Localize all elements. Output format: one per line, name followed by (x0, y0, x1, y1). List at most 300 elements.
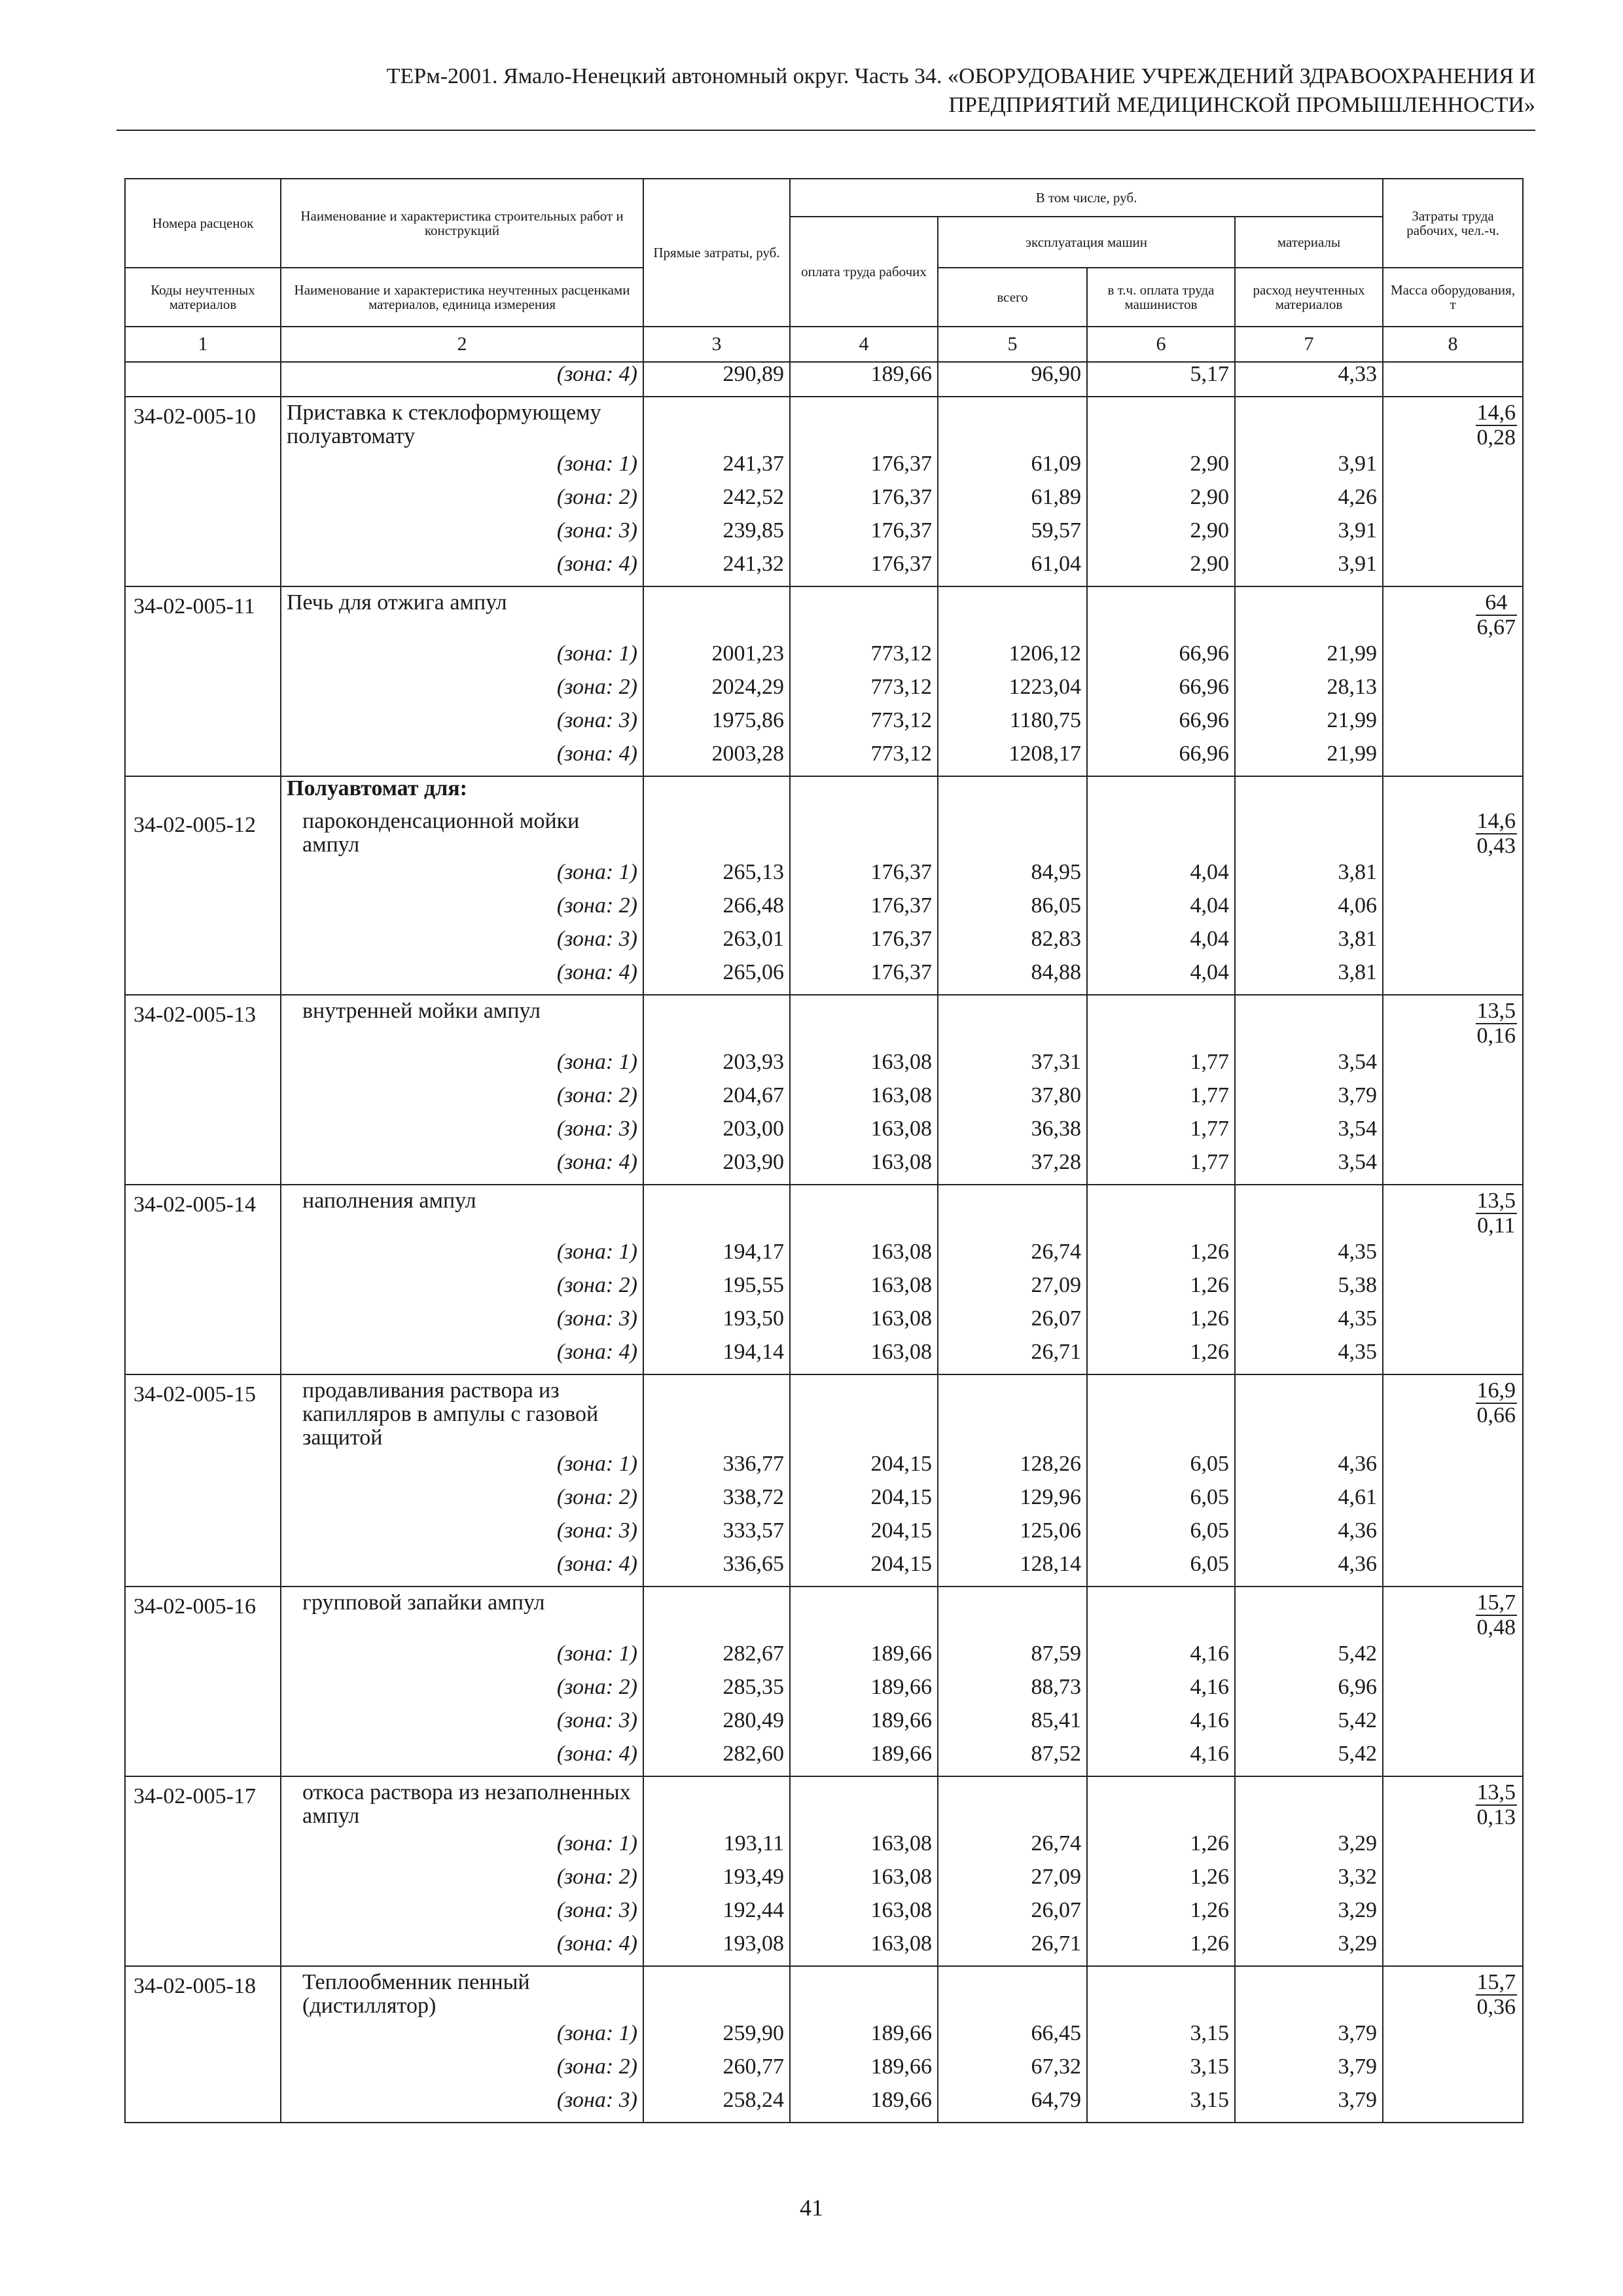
labor-costs-value: 13,5 (1476, 1780, 1516, 1804)
machinists-pay-value: 1,26 (1087, 1240, 1235, 1274)
empty-cell (125, 1050, 281, 1084)
zone-row (125, 1832, 1523, 1865)
workers-pay-value: 176,37 (790, 961, 938, 995)
direct-costs-value: 336,65 (643, 1552, 790, 1587)
workers-pay-value: 204,15 (790, 1452, 938, 1486)
empty-cell (1383, 1865, 1523, 1899)
zone-label: (зона: 1) (281, 642, 643, 675)
equipment-mass-value: 0,16 (1476, 1024, 1516, 1048)
zone-label: (зона: 4) (281, 1151, 643, 1185)
direct-costs-value: 2003,28 (643, 742, 790, 776)
workers-pay-value: 163,08 (790, 1274, 938, 1307)
zone-label: (зона: 3) (281, 927, 643, 961)
empty-cell (1383, 2055, 1523, 2089)
empty-cell (790, 1966, 938, 2022)
zone-row (125, 861, 1523, 894)
empty-cell (125, 861, 281, 894)
empty-cell (1383, 1117, 1523, 1151)
empty-cell (790, 1185, 938, 1240)
header-material-codes: Коды неучтенных материалов (125, 268, 281, 327)
materials-value: 3,32 (1235, 1865, 1383, 1899)
machines-total-value: 26,71 (938, 1340, 1087, 1374)
empty-cell (125, 1307, 281, 1340)
machinists-pay-value: 3,15 (1087, 2055, 1235, 2089)
zone-row (125, 1050, 1523, 1084)
empty-cell (938, 1185, 1087, 1240)
item-title-row (125, 1374, 1523, 1452)
machinists-pay-value: 1,77 (1087, 1084, 1235, 1117)
empty-cell (938, 586, 1087, 642)
empty-cell (643, 1185, 790, 1240)
workers-pay-value: 176,37 (790, 894, 938, 927)
machinists-pay-value: 1,26 (1087, 1274, 1235, 1307)
rates-table-container (124, 178, 1522, 2123)
column-number: 6 (1087, 327, 1235, 362)
empty-cell (125, 1274, 281, 1307)
workers-pay-value: 189,66 (790, 1642, 938, 1676)
empty-cell (1235, 397, 1383, 452)
empty-cell (790, 776, 938, 806)
zone-row (125, 1552, 1523, 1587)
materials-value: 4,36 (1235, 1452, 1383, 1486)
machines-total-value: 1223,04 (938, 675, 1087, 709)
column-number: 8 (1383, 327, 1523, 362)
machines-total-value: 61,89 (938, 486, 1087, 519)
direct-costs-value: 266,48 (643, 894, 790, 927)
zone-row (125, 1240, 1523, 1274)
labor-mass-fraction (1383, 806, 1523, 861)
materials-value: 21,99 (1235, 709, 1383, 742)
empty-cell (1383, 452, 1523, 486)
labor-mass-fraction (1383, 1185, 1523, 1240)
empty-cell (125, 927, 281, 961)
workers-pay-value: 773,12 (790, 642, 938, 675)
empty-cell (1383, 1899, 1523, 1932)
machines-total-value: 87,52 (938, 1742, 1087, 1776)
direct-costs-value: 241,37 (643, 452, 790, 486)
zone-label: (зона: 3) (281, 519, 643, 552)
empty-cell (1383, 1932, 1523, 1966)
direct-costs-value: 193,08 (643, 1932, 790, 1966)
direct-costs-value: 265,06 (643, 961, 790, 995)
header-material-consumption: расход неучтенных материалов (1235, 268, 1383, 327)
zone-label: (зона: 2) (281, 1274, 643, 1307)
empty-cell (643, 995, 790, 1050)
zone-label: (зона: 3) (281, 2089, 643, 2123)
workers-pay-value: 176,37 (790, 861, 938, 894)
empty-cell (125, 519, 281, 552)
materials-value: 4,61 (1235, 1486, 1383, 1519)
empty-cell (125, 1552, 281, 1587)
empty-cell (125, 1084, 281, 1117)
zone-row (125, 452, 1523, 486)
materials-value: 5,42 (1235, 1709, 1383, 1742)
zone-label: (зона: 1) (281, 861, 643, 894)
empty-cell (1383, 2089, 1523, 2123)
column-number: 2 (281, 327, 643, 362)
running-header (116, 62, 1535, 120)
machines-total-value: 59,57 (938, 519, 1087, 552)
machinists-pay-value: 66,96 (1087, 709, 1235, 742)
machinists-pay-value: 2,90 (1087, 519, 1235, 552)
empty-cell (643, 397, 790, 452)
empty-cell (1383, 1552, 1523, 1587)
zone-row (125, 961, 1523, 995)
labor-mass-fraction (1383, 1374, 1523, 1452)
table-body (125, 362, 1523, 2123)
empty-cell (125, 1742, 281, 1776)
column-number: 7 (1235, 327, 1383, 362)
empty-cell (790, 1374, 938, 1452)
direct-costs-value: 282,60 (643, 1742, 790, 1776)
work-name: Приставка к стеклоформующему полуавтомату (281, 397, 643, 452)
materials-value: 21,99 (1235, 742, 1383, 776)
materials-value: 5,38 (1235, 1274, 1383, 1307)
zone-row (125, 675, 1523, 709)
machines-total-value: 125,06 (938, 1519, 1087, 1552)
empty-cell (1383, 709, 1523, 742)
machinists-pay-value: 4,16 (1087, 1642, 1235, 1676)
empty-cell (790, 1776, 938, 1832)
machines-total-value: 84,95 (938, 861, 1087, 894)
machines-total-value: 26,71 (938, 1932, 1087, 1966)
labor-mass-stack (1476, 1971, 1518, 2019)
section-title: Полуавтомат для: (281, 776, 643, 806)
header-equipment-mass: Масса оборудования, т (1383, 268, 1523, 327)
zone-label: (зона: 3) (281, 709, 643, 742)
item-title-row (125, 806, 1523, 861)
labor-mass-fraction (1383, 586, 1523, 642)
workers-pay-value: 189,66 (790, 2055, 938, 2089)
materials-value: 4,06 (1235, 894, 1383, 927)
equipment-mass-value: 0,48 (1476, 1615, 1516, 1640)
machines-total-value: 26,74 (938, 1240, 1087, 1274)
empty-cell (125, 1117, 281, 1151)
empty-cell (125, 1240, 281, 1274)
machines-total-value: 66,45 (938, 2022, 1087, 2055)
empty-cell (1383, 1642, 1523, 1676)
empty-cell (1383, 1486, 1523, 1519)
empty-cell (1087, 1587, 1235, 1642)
machinists-pay-value: 1,26 (1087, 1340, 1235, 1374)
labor-costs-value: 13,5 (1476, 999, 1516, 1023)
empty-cell (125, 486, 281, 519)
empty-cell (125, 2055, 281, 2089)
machinists-pay-value: 1,77 (1087, 1151, 1235, 1185)
labor-mass-stack (1476, 401, 1518, 450)
machines-total-value: 129,96 (938, 1486, 1087, 1519)
empty-cell (125, 675, 281, 709)
materials-value: 3,29 (1235, 1832, 1383, 1865)
materials-value: 5,42 (1235, 1642, 1383, 1676)
materials-value: 3,54 (1235, 1151, 1383, 1185)
zone-row (125, 1742, 1523, 1776)
materials-value: 3,54 (1235, 1117, 1383, 1151)
header-machines-total: всего (938, 268, 1087, 327)
labor-costs-value: 15,7 (1476, 1970, 1516, 1994)
empty-cell (1087, 995, 1235, 1050)
empty-cell (125, 961, 281, 995)
empty-cell (125, 1899, 281, 1932)
empty-cell (125, 1932, 281, 1966)
machinists-pay-value: 66,96 (1087, 742, 1235, 776)
workers-pay-value: 163,08 (790, 1117, 938, 1151)
empty-cell (1383, 1340, 1523, 1374)
workers-pay-value: 163,08 (790, 1832, 938, 1865)
workers-pay-value: 163,08 (790, 1340, 938, 1374)
work-name: откоса раствора из незаполненных ампул (281, 1776, 643, 1832)
empty-cell (1383, 1709, 1523, 1742)
zone-row (125, 709, 1523, 742)
direct-costs-value: 203,90 (643, 1151, 790, 1185)
rate-code-cell (125, 362, 281, 397)
empty-cell (1383, 519, 1523, 552)
empty-cell (125, 1519, 281, 1552)
empty-cell (1235, 1185, 1383, 1240)
machinists-pay-value: 6,05 (1087, 1519, 1235, 1552)
labor-mass-fraction (1383, 397, 1523, 452)
machinists-pay-value: 3,15 (1087, 2022, 1235, 2055)
table-header (125, 179, 1523, 362)
zone-row (125, 1709, 1523, 1742)
zone-row (125, 1084, 1523, 1117)
materials-value: 3,79 (1235, 2022, 1383, 2055)
workers-pay-value: 163,08 (790, 1865, 938, 1899)
machinists-pay-value: 1,26 (1087, 1865, 1235, 1899)
empty-cell (125, 1865, 281, 1899)
direct-costs-value: 241,32 (643, 552, 790, 586)
materials-value: 3,79 (1235, 2089, 1383, 2123)
materials-value: 4,33 (1235, 362, 1383, 397)
materials-value: 3,29 (1235, 1899, 1383, 1932)
zone-row (125, 2055, 1523, 2089)
zone-label: (зона: 1) (281, 1642, 643, 1676)
header-machine-operation: эксплуатация машин (938, 217, 1235, 268)
empty-cell (790, 397, 938, 452)
empty-cell (1383, 1084, 1523, 1117)
zone-row (125, 894, 1523, 927)
materials-value: 3,54 (1235, 1050, 1383, 1084)
materials-value: 4,36 (1235, 1519, 1383, 1552)
header-line-2: ПРЕДПРИЯТИЙ МЕДИЦИНСКОЙ ПРОМЫШЛЕННОСТИ» (948, 93, 1535, 117)
workers-pay-value: 176,37 (790, 927, 938, 961)
zone-row (125, 927, 1523, 961)
empty-cell (125, 1676, 281, 1709)
workers-pay-value: 773,12 (790, 675, 938, 709)
zone-label: (зона: 4) (281, 1340, 643, 1374)
empty-cell (1383, 1274, 1523, 1307)
machines-total-value: 1208,17 (938, 742, 1087, 776)
machinists-pay-value: 4,16 (1087, 1709, 1235, 1742)
empty-cell (1235, 995, 1383, 1050)
zone-label: (зона: 2) (281, 2055, 643, 2089)
zone-row (125, 1307, 1523, 1340)
machines-total-value: 37,28 (938, 1151, 1087, 1185)
empty-cell (125, 1151, 281, 1185)
direct-costs-value: 195,55 (643, 1274, 790, 1307)
rate-code: 34-02-005-14 (125, 1185, 281, 1240)
empty-cell (1235, 1587, 1383, 1642)
empty-cell (125, 894, 281, 927)
work-name: внутренней мойки ампул (281, 995, 643, 1050)
direct-costs-value: 333,57 (643, 1519, 790, 1552)
direct-costs-value: 336,77 (643, 1452, 790, 1486)
header-rule (116, 130, 1535, 131)
zone-row (125, 1642, 1523, 1676)
header-line-1: ТЕРм-2001. Ямало-Ненецкий автономный округ. Часть 34. «ОБОРУДОВАНИЕ УЧРЕЖДЕНИЙ ЗДРАВООХРАНЕНИЯ И (386, 64, 1535, 88)
materials-value: 28,13 (1235, 675, 1383, 709)
labor-mass-fraction (1383, 995, 1523, 1050)
empty-cell (125, 776, 281, 806)
workers-pay-value: 204,15 (790, 1552, 938, 1587)
zone-label: (зона: 2) (281, 1865, 643, 1899)
machinists-pay-value: 6,05 (1087, 1552, 1235, 1587)
labor-costs-value: 14,6 (1476, 809, 1516, 833)
workers-pay-value: 163,08 (790, 1307, 938, 1340)
direct-costs-value: 193,49 (643, 1865, 790, 1899)
zone-row (125, 486, 1523, 519)
workers-pay-value: 189,66 (790, 1742, 938, 1776)
empty-cell (1087, 397, 1235, 452)
empty-cell (1087, 1374, 1235, 1452)
direct-costs-value: 194,17 (643, 1240, 790, 1274)
work-name: наполнения ампул (281, 1185, 643, 1240)
zone-row (125, 1274, 1523, 1307)
empty-cell (1235, 1776, 1383, 1832)
direct-costs-value: 260,77 (643, 2055, 790, 2089)
rate-code: 34-02-005-18 (125, 1966, 281, 2022)
empty-cell (1383, 894, 1523, 927)
materials-value: 6,96 (1235, 1676, 1383, 1709)
empty-cell (1383, 1307, 1523, 1340)
machinists-pay-value: 66,96 (1087, 675, 1235, 709)
machines-total-value: 27,09 (938, 1865, 1087, 1899)
workers-pay-value: 176,37 (790, 452, 938, 486)
header-materials: материалы (1235, 217, 1383, 268)
empty-cell (643, 1966, 790, 2022)
machinists-pay-value: 2,90 (1087, 452, 1235, 486)
empty-cell (1383, 1452, 1523, 1486)
machinists-pay-value: 2,90 (1087, 486, 1235, 519)
empty-cell (125, 1340, 281, 1374)
zone-row (125, 2089, 1523, 2123)
materials-value: 3,81 (1235, 861, 1383, 894)
materials-value: 5,42 (1235, 1742, 1383, 1776)
empty-cell (1383, 675, 1523, 709)
empty-cell (1383, 1676, 1523, 1709)
empty-cell (125, 2022, 281, 2055)
page-number: 41 (800, 2195, 823, 2221)
empty-cell (125, 1486, 281, 1519)
equipment-mass-value: 0,11 (1477, 1213, 1516, 1238)
machinists-pay-value: 4,04 (1087, 927, 1235, 961)
direct-costs-value: 203,00 (643, 1117, 790, 1151)
zone-row (125, 552, 1523, 586)
machines-total-value: 26,07 (938, 1307, 1087, 1340)
empty-cell (1235, 1374, 1383, 1452)
empty-cell (1383, 1742, 1523, 1776)
empty-cell (938, 397, 1087, 452)
item-title-row (125, 995, 1523, 1050)
zone-label: (зона: 3) (281, 1709, 643, 1742)
empty-cell (790, 586, 938, 642)
direct-costs-value: 1975,86 (643, 709, 790, 742)
labor-mass-cell (1383, 362, 1523, 397)
machines-total-value: 36,38 (938, 1117, 1087, 1151)
labor-costs-value: 14,6 (1476, 401, 1516, 425)
empty-cell (1235, 806, 1383, 861)
machines-total-value: 86,05 (938, 894, 1087, 927)
work-name: групповой запайки ампул (281, 1587, 643, 1642)
labor-mass-stack (1476, 1379, 1518, 1427)
zone-label: (зона: 3) (281, 1899, 643, 1932)
zone-row (125, 1486, 1523, 1519)
header-workers-pay: оплата труда рабочих (790, 217, 938, 327)
zone-row (125, 742, 1523, 776)
direct-costs-value: 290,89 (643, 362, 790, 397)
zone-label: (зона: 4) (281, 552, 643, 586)
item-title-row (125, 397, 1523, 452)
zone-row (125, 1117, 1523, 1151)
zone-label: (зона: 2) (281, 675, 643, 709)
machines-total-value: 67,32 (938, 2055, 1087, 2089)
workers-pay-value: 176,37 (790, 486, 938, 519)
direct-costs-value: 239,85 (643, 519, 790, 552)
direct-costs-value: 193,11 (643, 1832, 790, 1865)
materials-value: 3,79 (1235, 2055, 1383, 2089)
zone-row (125, 2022, 1523, 2055)
zone-row (125, 1340, 1523, 1374)
empty-cell (125, 1642, 281, 1676)
section-row (125, 776, 1523, 806)
zone-label: (зона: 1) (281, 452, 643, 486)
machinists-pay-value: 1,26 (1087, 1832, 1235, 1865)
labor-mass-fraction (1383, 1587, 1523, 1642)
empty-cell (125, 2089, 281, 2123)
empty-cell (790, 806, 938, 861)
zone-label: (зона: 3) (281, 1117, 643, 1151)
empty-cell (1383, 742, 1523, 776)
zone-row (125, 1452, 1523, 1486)
machines-total-value: 61,09 (938, 452, 1087, 486)
empty-cell (643, 1776, 790, 1832)
machines-total-value: 87,59 (938, 1642, 1087, 1676)
empty-cell (938, 995, 1087, 1050)
table-row (125, 362, 1523, 397)
workers-pay-value: 204,15 (790, 1519, 938, 1552)
machinists-pay-value: 1,26 (1087, 1307, 1235, 1340)
labor-costs-value: 13,5 (1476, 1189, 1516, 1213)
zone-label: (зона: 4) (281, 362, 643, 397)
machines-total-value: 37,80 (938, 1084, 1087, 1117)
equipment-mass-value: 0,36 (1476, 1995, 1516, 2019)
equipment-mass-value: 0,66 (1476, 1403, 1516, 1427)
empty-cell (1383, 1240, 1523, 1274)
zone-row (125, 1899, 1523, 1932)
workers-pay-value: 189,66 (790, 2089, 938, 2123)
empty-cell (125, 709, 281, 742)
direct-costs-value: 338,72 (643, 1486, 790, 1519)
machinists-pay-value: 1,77 (1087, 1050, 1235, 1084)
rates-table (124, 178, 1524, 2123)
empty-cell (1087, 806, 1235, 861)
empty-cell (1383, 1832, 1523, 1865)
materials-value: 3,81 (1235, 961, 1383, 995)
direct-costs-value: 258,24 (643, 2089, 790, 2123)
direct-costs-value: 194,14 (643, 1340, 790, 1374)
machines-total-value: 37,31 (938, 1050, 1087, 1084)
workers-pay-value: 189,66 (790, 362, 938, 397)
